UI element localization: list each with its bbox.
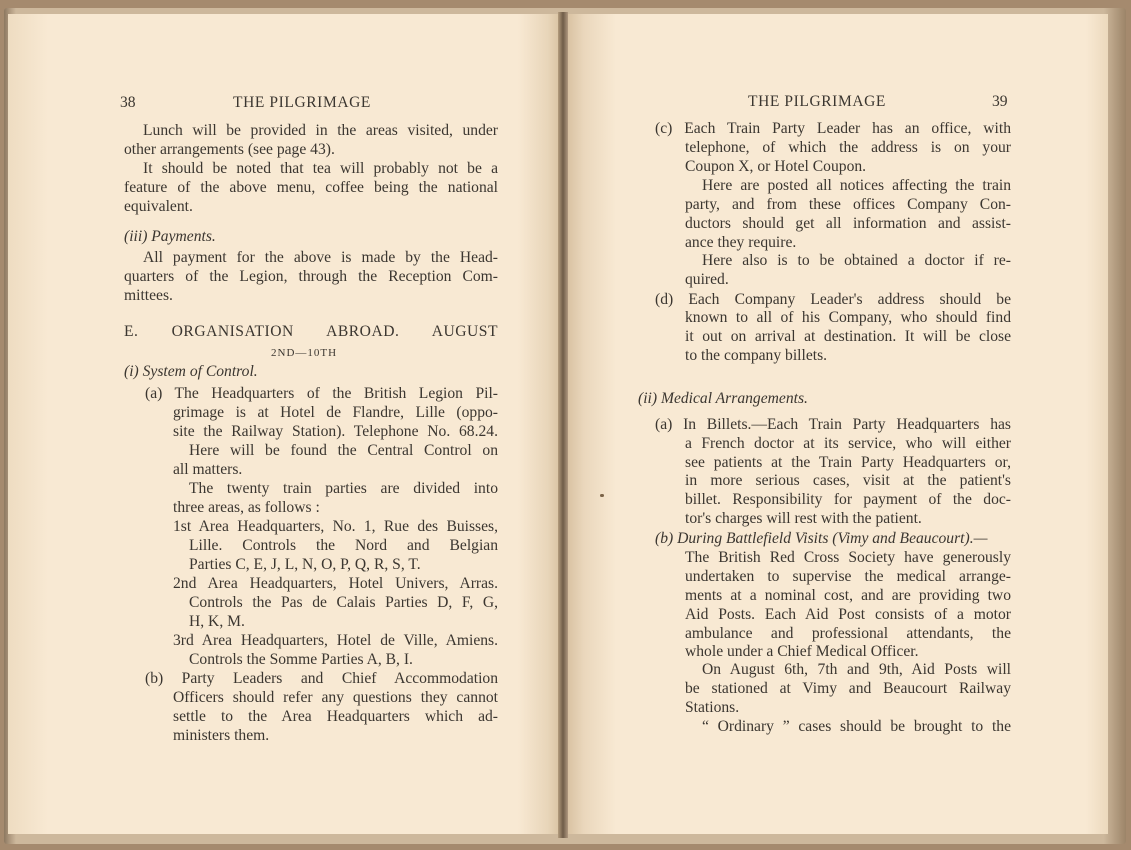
text-line: (b) During Battlefield Visits (Vimy and Beaucourt).—	[655, 530, 988, 547]
text-line: Here are posted all notices affecting the train	[702, 177, 1011, 194]
text-line: “ Ordinary ” cases should be brought to the	[702, 718, 1011, 735]
text-line: whole under a Chief Medical Officer.	[685, 643, 919, 660]
text-line: ductors should get all information and assist-	[685, 215, 1011, 232]
text-line: all matters.	[173, 461, 243, 478]
text-line: undertaken to supervise the medical arrange-	[685, 568, 1011, 585]
paper-speck	[600, 494, 604, 497]
text-line: ambulance and professional attendants, the	[685, 625, 1011, 642]
text-line: ments at a nominal cost, and are providing two	[685, 587, 1011, 604]
text-line: mittees.	[124, 287, 173, 304]
text-line: settle to the Area Headquarters which ad-	[173, 708, 498, 725]
section-heading-dates: 2ND—10TH	[271, 347, 338, 359]
text-line: (d) Each Company Leader's address should be	[655, 291, 1011, 308]
text-line: Lille. Controls the Nord and Belgian	[189, 537, 498, 554]
subsection-heading: (ii) Medical Arrangements.	[638, 390, 808, 407]
text-line: Controls the Pas de Calais Parties D, F, G,	[189, 594, 498, 611]
text-line: Here also is to be obtained a doctor if re-	[702, 252, 1011, 269]
subsection-heading: (iii) Payments.	[124, 228, 216, 245]
text-line: see patients at the Train Party Headquarters or,	[685, 454, 1011, 471]
text-line: Aid Posts. Each Aid Post consists of a motor	[685, 606, 1011, 623]
text-line: (a) The Headquarters of the British Legion Pil-	[145, 385, 498, 402]
text-line: quarters of the Legion, through the Reception Com-	[124, 268, 498, 285]
text-line: (c) Each Train Party Leader has an office, with	[655, 120, 1011, 137]
text-line: ministers them.	[173, 727, 270, 744]
text-line: On August 6th, 7th and 9th, Aid Posts will	[702, 661, 1011, 678]
text-line: 1st Area Headquarters, No. 1, Rue des Buisses,	[173, 518, 498, 535]
text-line: Stations.	[685, 699, 740, 716]
text-line: 2nd Area Headquarters, Hotel Univers, Arras.	[173, 575, 498, 592]
page-number-right: 39	[992, 93, 1008, 110]
page-number-left: 38	[120, 94, 136, 111]
text-line: three areas, as follows :	[173, 499, 320, 516]
section-heading: E. ORGANISATION ABROAD. AUGUST	[124, 323, 498, 340]
text-line: other arrangements (see page 43).	[124, 141, 335, 158]
text-line: (a) In Billets.—Each Train Party Headquarters has	[655, 416, 1011, 433]
text-line: Lunch will be provided in the areas visited, under	[143, 122, 498, 139]
text-line: telephone, of which the address is on your	[685, 139, 1011, 156]
text-line: The twenty train parties are divided into	[189, 480, 498, 497]
text-line: a French doctor at its service, who will either	[685, 435, 1011, 452]
running-header-right: THE PILGRIMAGE	[748, 93, 886, 110]
text-line: tor's charges will rest with the patient.	[685, 510, 922, 527]
text-line: ance they require.	[685, 234, 797, 251]
text-line: billet. Responsibility for payment of the doc-	[685, 491, 1011, 508]
text-line: known to all of his Company, who should find	[685, 309, 1011, 326]
text-line: in more serious cases, visit at the patient's	[685, 472, 1011, 489]
text-line: Coupon X, or Hotel Coupon.	[685, 158, 867, 175]
subsection-heading: (i) System of Control.	[124, 363, 258, 380]
book-gutter	[558, 12, 568, 838]
text-line: feature of the above menu, coffee being the national	[124, 179, 498, 196]
text-line: party, and from these offices Company Con-	[685, 196, 1011, 213]
text-line: (b) Party Leaders and Chief Accommodation	[145, 670, 498, 687]
text-line: Parties C, E, J, L, N, O, P, Q, R, S, T.	[189, 556, 421, 573]
text-line: H, K, M.	[189, 613, 245, 630]
text-line: site the Railway Station). Telephone No. 68.24.	[173, 423, 498, 440]
text-line: it out on arrival at destination. It will be close	[685, 328, 1011, 345]
text-line: The British Red Cross Society have generously	[685, 549, 1011, 566]
text-line: grimage is at Hotel de Flandre, Lille (oppo-	[173, 404, 498, 421]
text-line: Controls the Somme Parties A, B, I.	[189, 651, 413, 668]
text-line: Officers should refer any questions they cannot	[173, 689, 498, 706]
text-line: be stationed at Vimy and Beaucourt Railway	[685, 680, 1011, 697]
text-line: quired.	[685, 271, 729, 288]
text-line: equivalent.	[124, 198, 193, 215]
text-line: to the company billets.	[685, 347, 828, 364]
text-line: All payment for the above is made by the Head-	[143, 249, 498, 266]
text-line: It should be noted that tea will probably not be a	[143, 160, 498, 177]
running-header-left: THE PILGRIMAGE	[233, 94, 371, 111]
text-line: Here will be found the Central Control on	[189, 442, 498, 459]
text-line: 3rd Area Headquarters, Hotel de Ville, Amiens.	[173, 632, 498, 649]
